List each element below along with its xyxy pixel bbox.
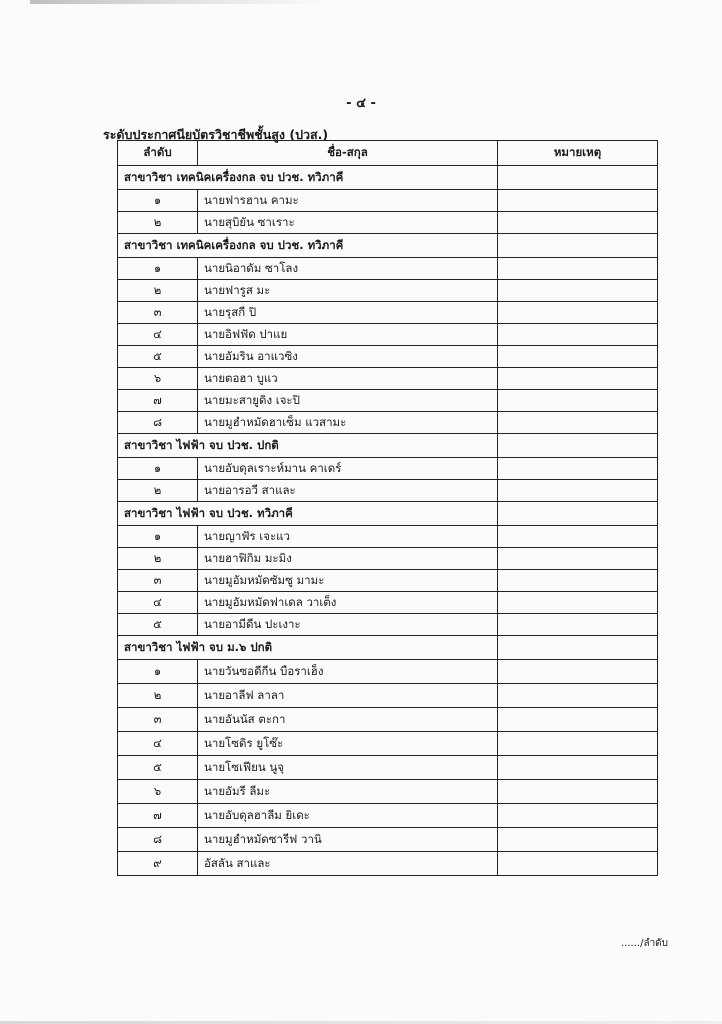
section-title: สาขาวิชา เทคนิคเครื่องกล จบ ปวช. ทวิภาคี bbox=[118, 166, 498, 190]
section-title: สาขาวิชา ไฟฟ้า จบ ปวช. ปกติ bbox=[118, 434, 498, 458]
table-row bbox=[118, 614, 658, 636]
order-cell: ๙ bbox=[118, 852, 198, 876]
note-cell bbox=[498, 526, 658, 548]
table-row bbox=[118, 708, 658, 732]
continuation-note: ....../ลำดับ bbox=[621, 938, 669, 949]
table-row bbox=[118, 756, 658, 780]
note-cell bbox=[498, 346, 658, 368]
column-header-order: ลำดับ bbox=[118, 141, 198, 166]
note-cell bbox=[498, 732, 658, 756]
name-cell: นายอาลีฟ ลาลา bbox=[198, 684, 498, 708]
note-cell bbox=[498, 684, 658, 708]
note-cell bbox=[498, 190, 658, 212]
name-cell: นายตอฮา บูแว bbox=[198, 368, 498, 390]
order-cell: ๕ bbox=[118, 756, 198, 780]
section-header-row bbox=[118, 434, 658, 458]
name-cell: นายอันนัส ตะกา bbox=[198, 708, 498, 732]
note-cell bbox=[498, 780, 658, 804]
name-cell: นายญาฟัร เจะแว bbox=[198, 526, 498, 548]
note-cell bbox=[498, 592, 658, 614]
order-cell: ๒ bbox=[118, 480, 198, 502]
table-row bbox=[118, 390, 658, 412]
order-cell: ๑ bbox=[118, 458, 198, 480]
table-row bbox=[118, 732, 658, 756]
order-cell: ๑ bbox=[118, 660, 198, 684]
section-header-row bbox=[118, 234, 658, 258]
name-cell: นายอารอวี สาและ bbox=[198, 480, 498, 502]
note-cell bbox=[498, 390, 658, 412]
name-cell: นายมูอัมหมัดซัมซู มามะ bbox=[198, 570, 498, 592]
order-cell: ๑ bbox=[118, 258, 198, 280]
name-cell: นายฟารฮาน คามะ bbox=[198, 190, 498, 212]
section-header-row bbox=[118, 166, 658, 190]
note-cell bbox=[498, 804, 658, 828]
note-cell bbox=[498, 258, 658, 280]
order-cell: ๕ bbox=[118, 346, 198, 368]
note-cell bbox=[498, 756, 658, 780]
section-note-cell bbox=[498, 234, 658, 258]
section-note-cell bbox=[498, 434, 658, 458]
table-row bbox=[118, 684, 658, 708]
name-cell: อัสลัน สาและ bbox=[198, 852, 498, 876]
order-cell: ๘ bbox=[118, 412, 198, 434]
section-title: สาขาวิชา เทคนิคเครื่องกล จบ ปวช. ทวิภาคี bbox=[118, 234, 498, 258]
table-row bbox=[118, 804, 658, 828]
table-row bbox=[118, 258, 658, 280]
order-cell: ๒ bbox=[118, 684, 198, 708]
order-cell: ๒ bbox=[118, 548, 198, 570]
name-cell: นายรุสกี ปิ bbox=[198, 302, 498, 324]
order-cell: ๗ bbox=[118, 804, 198, 828]
table-row bbox=[118, 212, 658, 234]
note-cell bbox=[498, 570, 658, 592]
note-cell bbox=[498, 660, 658, 684]
table-row bbox=[118, 412, 658, 434]
name-cell: นายฟารูส มะ bbox=[198, 280, 498, 302]
note-cell bbox=[498, 614, 658, 636]
table-row bbox=[118, 368, 658, 390]
note-cell bbox=[498, 212, 658, 234]
order-cell: ๒ bbox=[118, 212, 198, 234]
table-row bbox=[118, 780, 658, 804]
note-cell bbox=[498, 852, 658, 876]
name-cell: นายนิอาดัม ซาโลง bbox=[198, 258, 498, 280]
order-cell: ๓ bbox=[118, 302, 198, 324]
note-cell bbox=[498, 280, 658, 302]
table-header-row bbox=[118, 141, 658, 166]
order-cell: ๔ bbox=[118, 324, 198, 346]
order-cell: ๖ bbox=[118, 780, 198, 804]
order-cell: ๖ bbox=[118, 368, 198, 390]
name-cell: นายอับดุลฮาลีม ยิเดะ bbox=[198, 804, 498, 828]
name-cell: นายอับดุลเราะห์มาน คาเดร์ bbox=[198, 458, 498, 480]
section-note-cell bbox=[498, 166, 658, 190]
name-cell: นายโซดิร ยูโซ๊ะ bbox=[198, 732, 498, 756]
note-cell bbox=[498, 412, 658, 434]
name-cell: นายสุบิยัน ซาเราะ bbox=[198, 212, 498, 234]
table-row bbox=[118, 660, 658, 684]
name-cell: นายมูฮำหมัดซารีฟ วานิ bbox=[198, 828, 498, 852]
order-cell: ๗ bbox=[118, 390, 198, 412]
name-cell: นายมูฮำหมัดฮาเซ็ม แวสามะ bbox=[198, 412, 498, 434]
table-row bbox=[118, 828, 658, 852]
order-cell: ๕ bbox=[118, 614, 198, 636]
order-cell: ๑ bbox=[118, 190, 198, 212]
order-cell: ๘ bbox=[118, 828, 198, 852]
name-cell: นายอิฟฟัด ปาแย bbox=[198, 324, 498, 346]
page-number: - ๔ - bbox=[346, 96, 376, 111]
name-cell: นายอัมรี ลีมะ bbox=[198, 780, 498, 804]
document-heading: ระดับประกาศนียบัตรวิชาชีพชั้นสูง (ปวส.) bbox=[103, 127, 329, 142]
order-cell: ๒ bbox=[118, 280, 198, 302]
column-header-name: ชื่อ-สกุล bbox=[198, 141, 498, 166]
note-cell bbox=[498, 368, 658, 390]
table-row bbox=[118, 480, 658, 502]
note-cell bbox=[498, 480, 658, 502]
note-cell bbox=[498, 708, 658, 732]
section-note-cell bbox=[498, 636, 658, 660]
order-cell: ๓ bbox=[118, 570, 198, 592]
table-row bbox=[118, 548, 658, 570]
roster-body bbox=[118, 166, 658, 876]
name-cell: นายอามีดีน ปะเงาะ bbox=[198, 614, 498, 636]
table-row bbox=[118, 592, 658, 614]
note-cell bbox=[498, 828, 658, 852]
table-row bbox=[118, 280, 658, 302]
scan-edge-mark bbox=[30, 0, 330, 4]
note-cell bbox=[498, 302, 658, 324]
column-header-note: หมายเหตุ bbox=[498, 141, 658, 166]
section-title: สาขาวิชา ไฟฟ้า จบ ปวช. ทวิภาคี bbox=[118, 502, 498, 526]
name-cell: นายวันซอดีกีน บือราเฮ็ง bbox=[198, 660, 498, 684]
name-cell: นายอัมริน อาแวซิง bbox=[198, 346, 498, 368]
student-roster-table bbox=[117, 140, 658, 876]
table-row bbox=[118, 324, 658, 346]
name-cell: นายฮาฟิกิม มะมิง bbox=[198, 548, 498, 570]
table-row bbox=[118, 190, 658, 212]
note-cell bbox=[498, 548, 658, 570]
table-row bbox=[118, 526, 658, 548]
note-cell bbox=[498, 458, 658, 480]
table-row bbox=[118, 346, 658, 368]
note-cell bbox=[498, 324, 658, 346]
order-cell: ๔ bbox=[118, 732, 198, 756]
order-cell: ๔ bbox=[118, 592, 198, 614]
name-cell: นายมูอัมหมัดฟาเดล วาเต็ง bbox=[198, 592, 498, 614]
name-cell: นายมะสายูดิง เจะปิ bbox=[198, 390, 498, 412]
name-cell: นายโซเฟียน นูจุ bbox=[198, 756, 498, 780]
section-note-cell bbox=[498, 502, 658, 526]
table-row bbox=[118, 302, 658, 324]
table-row bbox=[118, 458, 658, 480]
section-header-row bbox=[118, 636, 658, 660]
table-row bbox=[118, 852, 658, 876]
order-cell: ๓ bbox=[118, 708, 198, 732]
table-row bbox=[118, 570, 658, 592]
order-cell: ๑ bbox=[118, 526, 198, 548]
section-header-row bbox=[118, 502, 658, 526]
section-title: สาขาวิชา ไฟฟ้า จบ ม.๖ ปกติ bbox=[118, 636, 498, 660]
